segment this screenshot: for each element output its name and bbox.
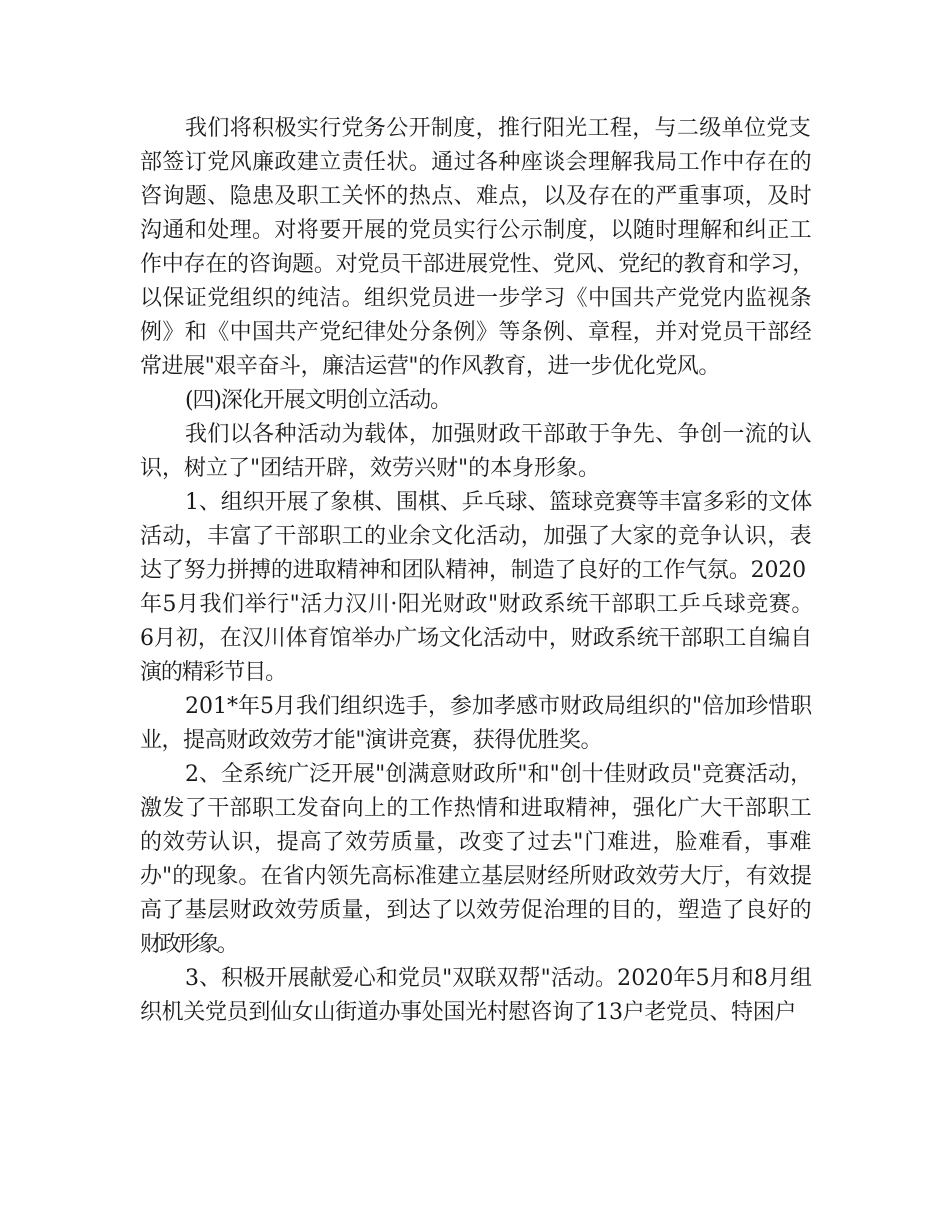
text-line: 以保证党组织的纯洁。组织党员进一步学习《中国共产党党内监视条 xyxy=(140,286,813,311)
text-line: 我们以各种活动为载体，加强财政干部敢于争先、争创一流的认 xyxy=(185,422,812,447)
text-line: 高了基层财政效劳质量，到达了以效劳促治理的目的，塑造了良好的 xyxy=(140,898,813,923)
text-line: 我们将积极实行党务公开制度，推行阳光工程，与二级单位党支 xyxy=(185,116,812,141)
text-line: 例》和《中国共产党纪律处分条例》等条例、章程，并对党员干部经 xyxy=(140,320,813,345)
text-line: 1、组织开展了象棋、围棋、乒乓球、篮球竞赛等丰富多彩的文体 xyxy=(185,490,813,515)
text-line: 3、积极开展献爱心和党员"双联双帮"活动。2020年5月和8月组 xyxy=(185,966,813,991)
text-line: 的效劳认识，提高了效劳质量，改变了过去"门难进，脸难看，事难 xyxy=(140,830,813,855)
text-line: 作中存在的咨询题。对党员干部进展党性、党风、党纪的教育和学习， xyxy=(140,252,814,277)
text-line: 年5月我们举行"活力汉川·阳光财政"财政系统干部职工乒乓球竞赛。 xyxy=(140,592,814,617)
text-line: 激发了干部职工发奋向上的工作热情和进取精神，强化广大干部职工 xyxy=(140,796,813,821)
text-line: 业，提高财政效劳才能"演讲竞赛，获得优胜奖。 xyxy=(140,728,603,753)
text-line: 达了努力拼搏的进取精神和团队精神，制造了良好的工作气氛。2020 xyxy=(140,558,806,583)
text-line: 咨询题、隐患及职工关怀的热点、难点，以及存在的严重事项，及时 xyxy=(140,184,813,209)
text-line: 沟通和处理。对将要开展的党员实行公示制度，以随时理解和纠正工 xyxy=(140,218,813,243)
text-line: 常进展"艰辛奋斗，廉洁运营"的作风教育，进一步优化党风。 xyxy=(140,354,720,379)
text-line: 办"的现象。在省内领先高标准建立基层财经所财政效劳大厅，有效提 xyxy=(140,864,812,889)
text-line: 财政形象。 xyxy=(140,932,237,957)
text-line: 演的精彩节目。 xyxy=(140,660,286,685)
text-line: 2、全系统广泛开展"创满意财政所"和"创十佳财政员"竞赛活动， xyxy=(185,762,813,787)
text-line: 部签订党风廉政建立责任状。通过各种座谈会理解我局工作中存在的 xyxy=(140,150,813,175)
section-heading: (四)深化开展文明创立活动。 xyxy=(185,388,452,413)
text-line: 6月初，在汉川体育馆举办广场文化活动中，财政系统干部职工自编自 xyxy=(140,626,813,651)
text-line: 织机关党员到仙女山街道办事处国光村慰咨询了13户老党员、特困户 xyxy=(140,1000,797,1025)
text-line: 识，树立了"团结开辟，效劳兴财"的本身形象。 xyxy=(140,456,601,481)
text-line: 201*年5月我们组织选手，参加孝感市财政局组织的"倍加珍惜职 xyxy=(185,694,813,719)
text-line: 活动，丰富了干部职工的业余文化活动，加强了大家的竞争认识，表 xyxy=(140,524,813,549)
